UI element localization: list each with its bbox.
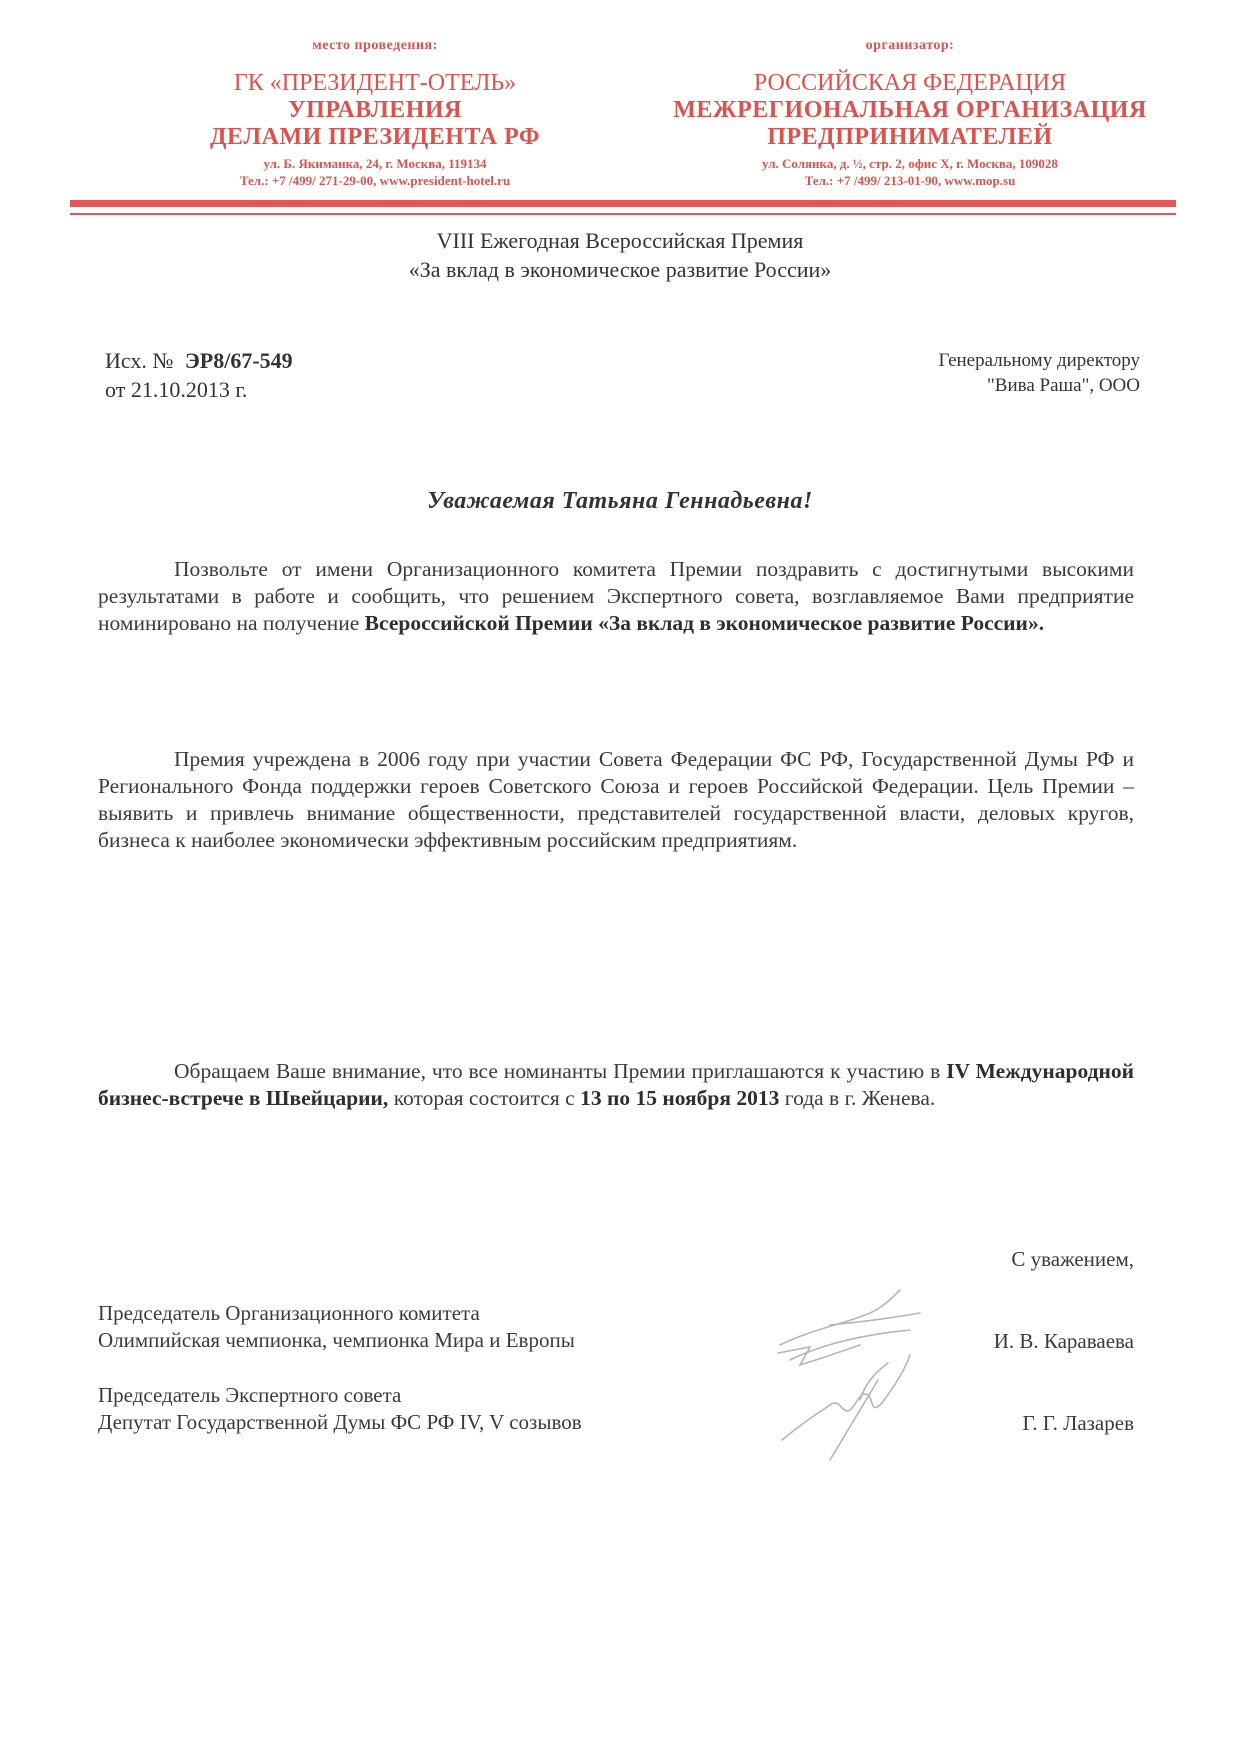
organizer-name-line1: РОССИЙСКАЯ ФЕДЕРАЦИЯ [753, 70, 1067, 96]
handwritten-signatures [770, 1285, 940, 1465]
organizer-name-line3: ПРЕДПРИНИМАТЕЛЕЙ [767, 124, 1053, 150]
award-title [200, 226, 1040, 284]
signatory-1-position: Председатель Организационного комитета [98, 1301, 480, 1325]
organizer-contacts: Тел.: +7 /499/ 213-01-90, www.mop.su [804, 173, 1016, 188]
paragraph-nomination [98, 556, 1134, 637]
paragraph-nomination-text: Позвольте от имени Организационного комитета Премии поздравить с достигнутыми высокими результатами в работе и сообщить, что решением Экспертного совета, возглавляемое Вами предприятие номинировано на получение [98, 557, 1134, 635]
signatory-2-title [98, 1382, 738, 1436]
addressee-line1: Генеральному директору [938, 350, 1140, 371]
addressee [740, 348, 1140, 398]
invitation-text-1: Обращаем Ваше внимание, что все номинанты Премии приглашаются к участию в [174, 1059, 947, 1083]
invitation-text-3: года в г. Женева. [779, 1086, 936, 1110]
outgoing-reference [105, 346, 505, 404]
signature-lazarev [782, 1355, 910, 1460]
award-title-line2: «За вклад в экономическое развитие России» [408, 257, 832, 282]
paragraph-invitation [98, 1058, 1134, 1112]
header-divider-thick [70, 200, 1176, 207]
addressee-line2: "Вива Раша", ООО [987, 375, 1140, 396]
closing: С уважением, [1011, 1247, 1134, 1271]
signatory-2-name: Г. Г. Лазарев [1022, 1411, 1134, 1435]
paragraph-nomination-award: Всероссийской Премии «За вклад в экономическое развитие России». [364, 611, 1045, 635]
venue-address: ул. Б. Якиманка, 24, г. Москва, 119134 [263, 156, 487, 171]
signatory-1-honors: Олимпийская чемпионка, чемпионка Мира и Европы [98, 1328, 575, 1352]
signature-karavaeva [778, 1290, 920, 1365]
organizer-address: ул. Солянка, д. ½, стр. 2, офис X, г. Москва, 109028 [762, 156, 1058, 171]
signatory-2-position: Председатель Экспертного совета [98, 1383, 402, 1407]
invitation-text-2: которая состоится с [388, 1086, 581, 1110]
award-title-line1: VIII Ежегодная Всероссийская Премия [436, 228, 804, 253]
signatory-1-name: И. В. Караваева [993, 1329, 1134, 1353]
organizer-label: организатор: [865, 38, 955, 53]
header-divider-thin [70, 213, 1176, 215]
reference-date: от 21.10.2013 г. [105, 377, 248, 402]
letterhead-left [150, 38, 600, 189]
venue-name-line3: ДЕЛАМИ ПРЕЗИДЕНТА РФ [210, 124, 540, 150]
signatory-1-title [98, 1300, 738, 1354]
venue-label: место проведения: [312, 38, 438, 53]
greeting: Уважаемая Татьяна Геннадьевна! [427, 488, 813, 514]
venue-name-line2: УПРАВЛЕНИЯ [288, 97, 462, 123]
invitation-event: IV Международной бизнес-встрече в Швейцарии, [98, 1059, 1134, 1110]
reference-number-label: Исх. № [105, 348, 174, 373]
reference-number: ЭР8/67-549 [184, 348, 293, 373]
signatory-2-honors: Депутат Государственной Думы ФС РФ IV, V созывов [98, 1410, 582, 1434]
letterhead-right [660, 38, 1160, 189]
venue-name-line1: ГК «ПРЕЗИДЕНТ-ОТЕЛЬ» [233, 70, 517, 96]
venue-contacts: Тел.: +7 /499/ 271-29-00, www.president-hotel.ru [239, 173, 511, 188]
organizer-name-line2: МЕЖРЕГИОНАЛЬНАЯ ОРГАНИЗАЦИЯ [673, 97, 1147, 123]
invitation-dates: 13 по 15 ноября 2013 [580, 1086, 780, 1110]
paragraph-award-history: Премия учреждена в 2006 году при участии Совета Федерации ФС РФ, Государственной Думы РФ и Регионального Фонда поддержки героев Советского Союза и героев Российской Федерации. Цель Премии – выявить и привлечь внимание общественности, представителей государственной власти, деловых кругов, бизнеса к наиболее экономически эффективным российским предприятиям. [98, 747, 1134, 852]
